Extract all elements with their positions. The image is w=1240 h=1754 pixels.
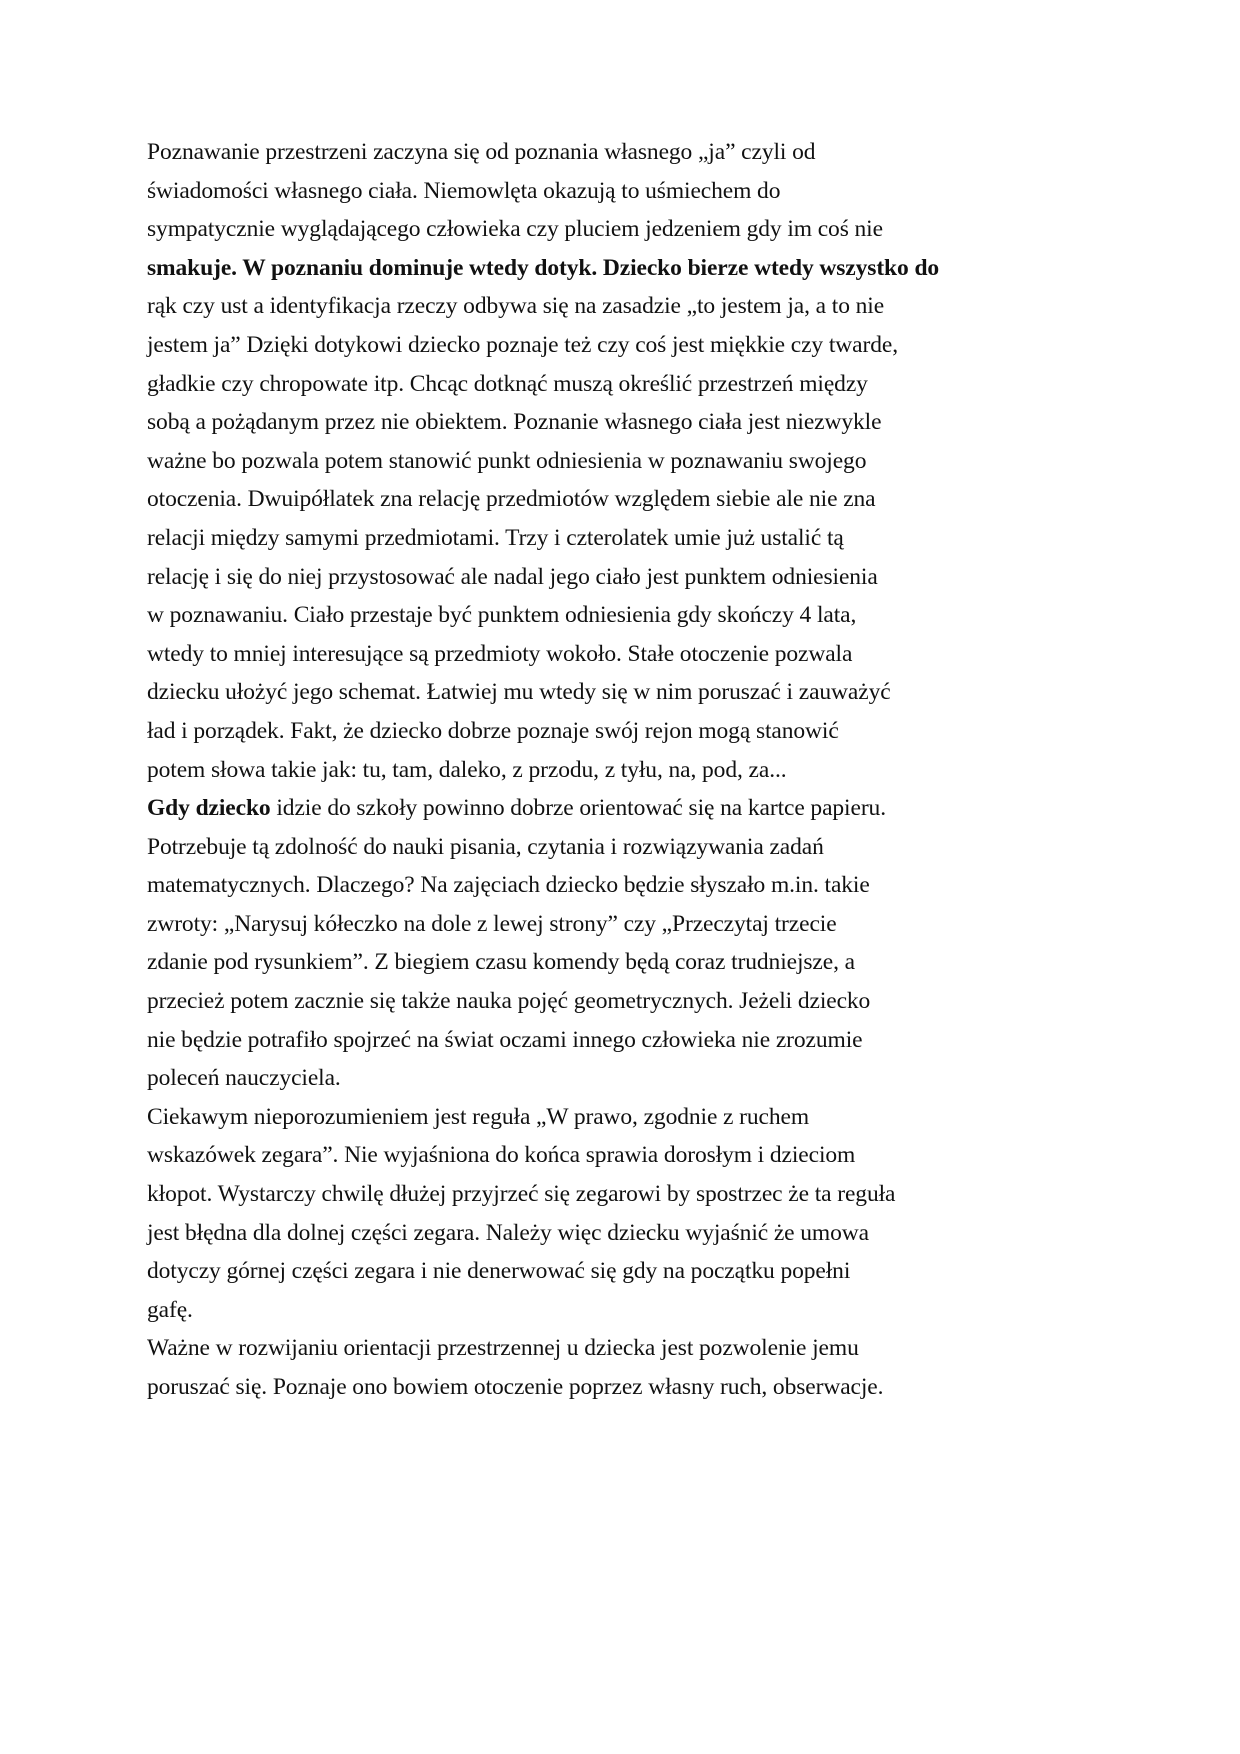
text-line <box>147 326 1107 365</box>
text-line <box>147 365 1107 404</box>
text-segment: Potrzebuje tą zdolność do nauki pisania, czytania i rozwiązywania zadań <box>147 833 824 860</box>
text-segment: sobą a pożądanym przez nie obiektem. Poznanie własnego ciała jest niezwykle <box>147 409 882 436</box>
text-line <box>147 673 1107 712</box>
text-line <box>147 172 1107 211</box>
text-segment: otoczenia. Dwuipółlatek zna relację przedmiotów względem siebie ale nie zna <box>147 486 876 513</box>
text-line <box>147 751 1107 790</box>
text-line <box>147 480 1107 519</box>
bold-text-segment: smakuje. W poznaniu dominuje wtedy dotyk. Dziecko bierze wtedy wszystko do <box>147 254 940 281</box>
text-segment: Ciekawym nieporozumieniem jest reguła „W prawo, zgodnie z ruchem <box>147 1103 810 1130</box>
text-line <box>147 828 1107 867</box>
text-segment: idzie do szkoły powinno dobrze orientować się na kartce papieru. <box>270 795 886 822</box>
text-segment: zdanie pod rysunkiem”. Z biegiem czasu komendy będą coraz trudniejsze, a <box>147 949 855 976</box>
text-line <box>147 1021 1107 1060</box>
text-segment: dziecku ułożyć jego schemat. Łatwiej mu wtedy się w nim poruszać i zauważyć <box>147 679 891 706</box>
text-line <box>147 789 1107 828</box>
text-line <box>147 558 1107 597</box>
text-line <box>147 866 1107 905</box>
text-segment: kłopot. Wystarczy chwilę dłużej przyjrzeć się zegarowi by spostrzec że ta reguła <box>147 1181 896 1208</box>
text-segment: relacji między samymi przedmiotami. Trzy i czterolatek umie już ustalić tą <box>147 524 844 551</box>
text-segment: ważne bo pozwala potem stanowić punkt odniesienia w poznawaniu swojego <box>147 447 867 474</box>
text-segment: poruszać się. Poznaje ono bowiem otoczenie poprzez własny ruch, obserwacje. <box>147 1374 884 1400</box>
text-segment: ład i porządek. Fakt, że dziecko dobrze poznaje swój rejon mogą stanowić <box>147 717 839 744</box>
text-line <box>147 210 1107 249</box>
text-line <box>147 287 1107 326</box>
text-segment: przecież potem zacznie się także nauka pojęć geometrycznych. Jeżeli dziecko <box>147 988 871 1015</box>
text-segment: gafę. <box>147 1296 193 1323</box>
text-line <box>147 442 1107 481</box>
text-line <box>147 1059 1107 1098</box>
text-segment: zwroty: „Narysuj kółeczko na dole z lewej strony” czy „Przeczytaj trzecie <box>147 910 837 937</box>
text-line <box>147 905 1107 944</box>
text-segment: jestem ja” Dzięki dotykowi dziecko poznaje też czy coś jest miękkie czy twarde, <box>147 331 898 358</box>
text-line <box>147 596 1107 635</box>
text-segment: świadomości własnego ciała. Niemowlęta okazują to uśmiechem do <box>147 177 781 204</box>
text-line <box>147 943 1107 982</box>
text-segment: rąk czy ust a identyfikacja rzeczy odbywa się na zasadzie „to jestem ja, a to nie <box>147 293 885 320</box>
bold-text-segment: Gdy dziecko <box>147 795 271 822</box>
text-line <box>147 1368 1107 1407</box>
text-line <box>147 1291 1107 1330</box>
text-line <box>147 1329 1107 1368</box>
text-segment: poleceń nauczyciela. <box>147 1065 341 1092</box>
text-segment: potem słowa takie jak: tu, tam, daleko, z przodu, z tyłu, na, pod, za... <box>147 756 787 783</box>
text-line <box>147 133 1107 172</box>
text-line <box>147 1214 1107 1253</box>
text-segment: dotyczy górnej części zegara i nie denerwować się gdy na początku popełni <box>147 1258 851 1285</box>
text-segment: nie będzie potrafiło spojrzeć na świat oczami innego człowieka nie zrozumie <box>147 1026 863 1053</box>
document-page <box>147 133 1107 1407</box>
text-line <box>147 1252 1107 1291</box>
text-line <box>147 712 1107 751</box>
text-line <box>147 249 1107 288</box>
body-text <box>147 133 1107 1407</box>
text-line <box>147 1098 1107 1137</box>
text-line <box>147 519 1107 558</box>
text-segment: matematycznych. Dlaczego? Na zajęciach dziecko będzie słyszało m.in. takie <box>147 872 870 899</box>
text-segment: w poznawaniu. Ciało przestaje być punktem odniesienia gdy skończy 4 lata, <box>147 602 857 629</box>
text-segment: jest błędna dla dolnej części zegara. Należy więc dziecku wyjaśnić że umowa <box>147 1219 869 1246</box>
text-line <box>147 403 1107 442</box>
text-segment: sympatycznie wyglądającego człowieka czy pluciem jedzeniem gdy im coś nie <box>147 216 883 243</box>
text-segment: wskazówek zegara”. Nie wyjaśniona do końca sprawia dorosłym i dzieciom <box>147 1142 856 1169</box>
text-segment: gładkie czy chropowate itp. Chcąc dotknąć muszą określić przestrzeń między <box>147 370 868 397</box>
text-line <box>147 1175 1107 1214</box>
text-segment: relację i się do niej przystosować ale nadal jego ciało jest punktem odniesienia <box>147 563 878 590</box>
text-segment: Poznawanie przestrzeni zaczyna się od poznania własnego „ja” czyli od <box>147 139 816 165</box>
text-segment: wtedy to mniej interesujące są przedmioty wokoło. Stałe otoczenie pozwala <box>147 640 853 667</box>
text-line <box>147 635 1107 674</box>
text-line <box>147 982 1107 1021</box>
text-line <box>147 1136 1107 1175</box>
text-segment: Ważne w rozwijaniu orientacji przestrzennej u dziecka jest pozwolenie jemu <box>147 1335 859 1362</box>
